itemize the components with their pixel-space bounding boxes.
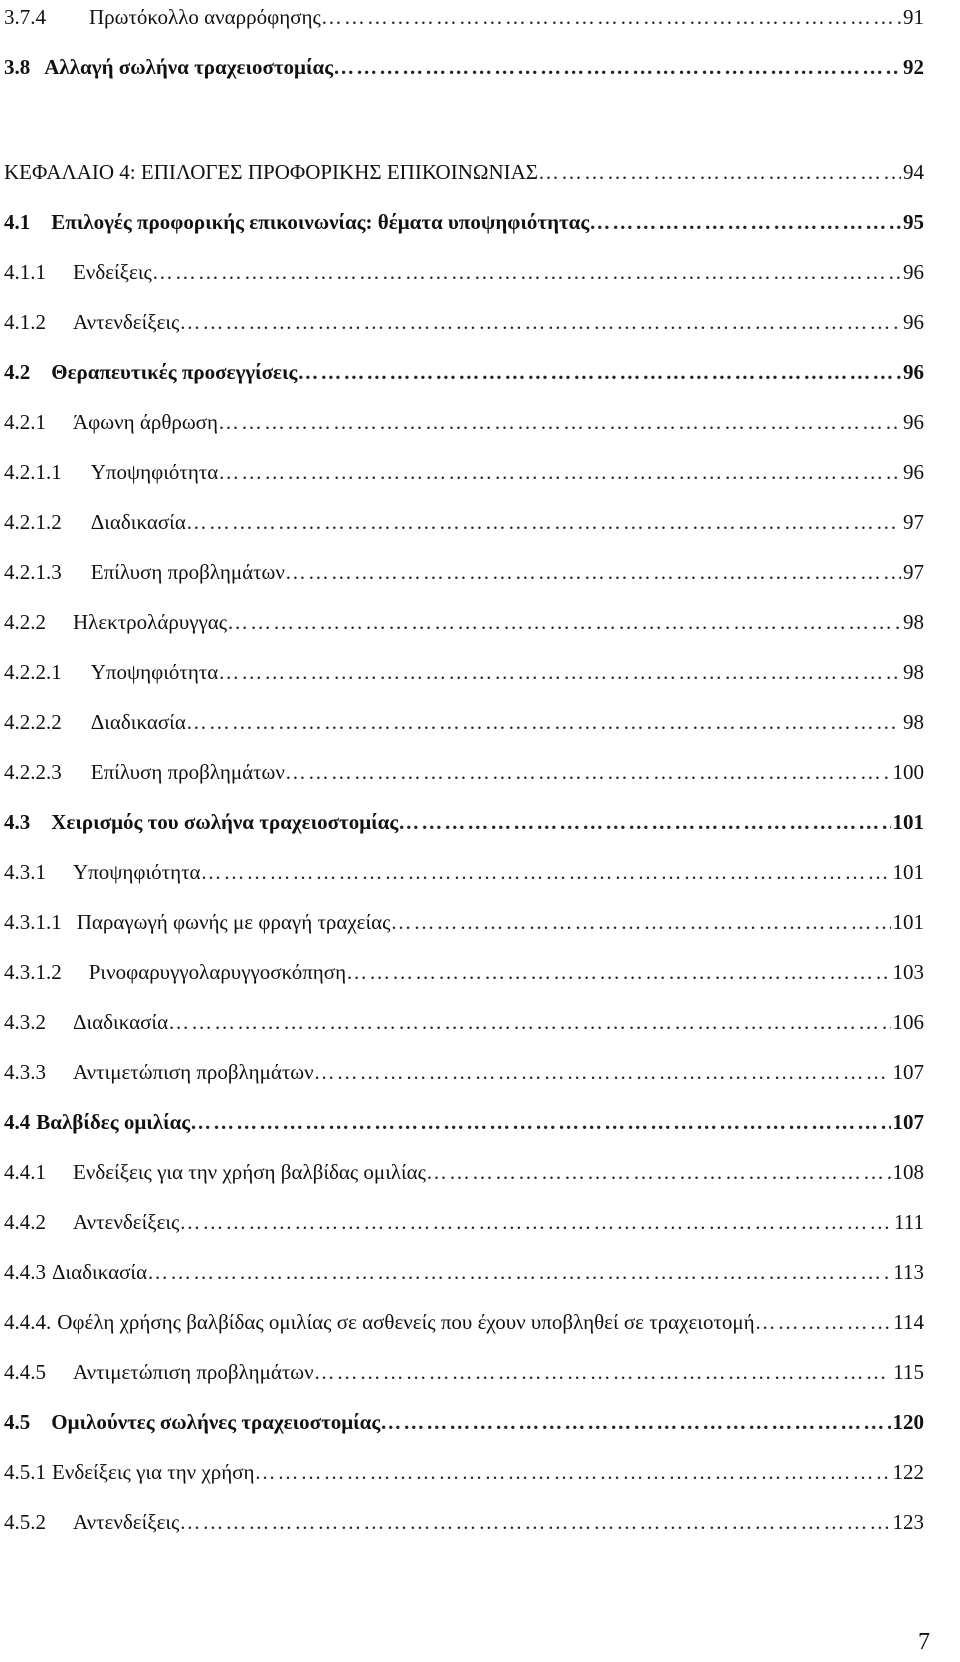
toc-entry-page: 108 xyxy=(892,1160,924,1184)
toc-entry-title: Διαδικασία xyxy=(73,1010,169,1034)
toc-entry-leader xyxy=(333,50,901,84)
toc-entry[interactable] xyxy=(4,1005,924,1039)
toc-entry-page: 98 xyxy=(903,660,924,684)
toc-entry-number: 4.5.1 xyxy=(4,1460,46,1484)
toc-entry-page: 120 xyxy=(892,1410,924,1434)
toc-entry[interactable] xyxy=(4,305,924,339)
toc-entry-title: Υποψηφιότητα xyxy=(90,660,219,684)
toc-entry-title: Ενδείξεις για την χρήση xyxy=(52,1460,255,1484)
toc-entry[interactable] xyxy=(4,1405,924,1439)
toc-entry-number: 4.3 xyxy=(4,810,31,834)
toc-entry-page: 113 xyxy=(893,1260,924,1284)
toc-entry-number: 4.4.1 xyxy=(4,1160,46,1184)
toc-entry[interactable] xyxy=(4,955,924,989)
toc-entry[interactable] xyxy=(4,1505,924,1539)
toc-entry-number: 3.7.4 xyxy=(4,5,46,29)
toc-entry-page: 107 xyxy=(892,1110,924,1134)
toc-entry-title: Αντενδείξεις xyxy=(73,310,180,334)
toc-entry-page: 101 xyxy=(892,860,924,884)
toc-entry-number: 4.4.4. xyxy=(4,1310,52,1334)
toc-entry-leader xyxy=(426,1155,891,1189)
toc-entry-number: 4.4 xyxy=(4,1110,31,1134)
toc-entry-title: Διαδικασία xyxy=(52,1260,148,1284)
toc-entry-title: Οφέλη χρήσης βαλβίδας ομιλίας σε ασθενείς που έχουν υποβληθεί σε τραχειοτομή xyxy=(57,1310,755,1334)
toc-entry-page: 97 xyxy=(903,560,924,584)
toc-entry[interactable] xyxy=(4,755,924,789)
toc-entry-number: 4.2.2.1 xyxy=(4,660,62,684)
toc-entry[interactable] xyxy=(4,855,924,889)
toc-entry[interactable] xyxy=(4,705,924,739)
toc-entry-number: 4.4.2 xyxy=(4,1210,46,1234)
toc-entry[interactable] xyxy=(4,255,924,289)
toc-entry-number: 4.2 xyxy=(4,360,31,384)
toc-entry[interactable] xyxy=(4,455,924,489)
toc-entry-page: 98 xyxy=(903,610,924,634)
toc-entry-page: 106 xyxy=(892,1010,924,1034)
toc-entry-page: 96 xyxy=(903,260,924,284)
toc-entry-number: 4.2.2.3 xyxy=(4,760,62,784)
toc-entry[interactable] xyxy=(4,1055,924,1089)
toc-entry-number: 4.2.2.2 xyxy=(4,710,62,734)
toc-entry-number: 4.3.1 xyxy=(4,860,46,884)
toc-entry-number: 4.3.1.1 xyxy=(4,910,62,934)
toc-entry[interactable] xyxy=(4,1205,924,1239)
toc-entry-title: Ενδείξεις xyxy=(73,260,152,284)
toc-entry-leader xyxy=(179,1205,892,1239)
toc-entry[interactable] xyxy=(4,805,924,839)
toc-entry-number: 4.4.3 xyxy=(4,1260,46,1284)
toc-entry-title: Ηλεκτρολάρυγγας xyxy=(73,610,228,634)
toc-entry-title: Ρινοφαρυγγολαρυγγοσκόπηση xyxy=(88,960,347,984)
toc-entry-number: 4.2.1.3 xyxy=(4,560,62,584)
toc-entry-title: Πρωτόκολλο αναρρόφησης xyxy=(89,5,321,29)
toc-entry-leader xyxy=(285,755,891,789)
toc-entry-title: Αντενδείξεις xyxy=(73,1510,180,1534)
toc-entry-leader xyxy=(186,505,901,539)
toc-entry-number: 4.3.2 xyxy=(4,1010,46,1034)
toc-entry-number: 4.1.1 xyxy=(4,260,46,284)
toc-entry-title: Διαδικασία xyxy=(90,710,186,734)
toc-entry[interactable] xyxy=(4,1455,924,1489)
toc-entry-title: Επίλυση προβλημάτων xyxy=(90,760,285,784)
toc-entry-leader xyxy=(218,455,901,489)
toc-entry-leader xyxy=(589,205,901,239)
toc-entry[interactable] xyxy=(4,605,924,639)
toc-entry-title: Αλλαγή σωλήνα τραχειοστομίας xyxy=(44,55,334,79)
toc-entry-page: 100 xyxy=(892,760,924,784)
toc-entry-leader xyxy=(398,805,890,839)
toc-entry-number: 4.1 xyxy=(4,210,31,234)
toc-entry-leader xyxy=(186,705,901,739)
toc-entry-leader xyxy=(179,1505,890,1539)
toc-entry-page: 96 xyxy=(903,410,924,434)
toc-entry[interactable] xyxy=(4,1255,924,1289)
toc-entry-leader xyxy=(380,1405,890,1439)
toc-entry-page: 94 xyxy=(903,160,924,184)
toc-entry-leader xyxy=(147,1255,891,1289)
toc-entry-leader xyxy=(218,655,901,689)
toc-entry-title: Ομιλούντες σωλήνες τραχειοστομίας xyxy=(51,1410,381,1434)
toc-entry-page: 97 xyxy=(903,510,924,534)
toc-entry-page: 96 xyxy=(903,360,924,384)
toc-entry-leader xyxy=(227,605,901,639)
toc-entry-number: 4.5 xyxy=(4,1410,31,1434)
toc-entry-page: 95 xyxy=(903,210,924,234)
toc-entry[interactable] xyxy=(4,505,924,539)
toc-entry-number: 4.4.5 xyxy=(4,1360,46,1384)
toc-entry-leader xyxy=(390,905,890,939)
toc-entry-title: Ενδείξεις για την χρήση βαλβίδας ομιλίας xyxy=(73,1160,426,1184)
toc-entry-number: 4.2.1 xyxy=(4,410,46,434)
toc-entry[interactable] xyxy=(4,405,924,439)
toc-entry-leader xyxy=(346,955,890,989)
toc-entry[interactable] xyxy=(4,0,924,34)
toc-entry-leader xyxy=(201,855,891,889)
toc-entry-leader xyxy=(218,405,901,439)
toc-entry-page: 103 xyxy=(892,960,924,984)
toc-entry-title: Άφωνη άρθρωση xyxy=(73,410,218,434)
toc-entry-page: 101 xyxy=(892,810,924,834)
toc-entry-leader xyxy=(190,1105,890,1139)
toc-entry[interactable] xyxy=(4,655,924,689)
toc-entry[interactable] xyxy=(4,205,924,239)
toc-entry-title: Αντενδείξεις xyxy=(73,1210,180,1234)
toc-entry-number: 4.2.2 xyxy=(4,610,46,634)
toc-entry[interactable] xyxy=(4,555,924,589)
toc-entry-leader xyxy=(152,255,901,289)
toc-entry-page: 101 xyxy=(892,910,924,934)
toc-entry-page: 115 xyxy=(893,1360,924,1384)
toc-entry-leader xyxy=(321,0,901,34)
toc-entry-page: 96 xyxy=(903,460,924,484)
toc-entry[interactable] xyxy=(4,355,924,389)
toc-entry-page: 91 xyxy=(903,5,924,29)
toc-entry-leader xyxy=(297,355,901,389)
toc-entry-number: 4.1.2 xyxy=(4,310,46,334)
toc-entry-title: Βαλβίδες ομιλίας xyxy=(36,1110,191,1134)
toc-entry-title: ΚΕΦΑΛΑΙΟ 4: ΕΠΙΛΟΓΕΣ ΠΡΟΦΟΡΙΚΗΣ ΕΠΙΚΟΙΝΩΝΙΑΣ xyxy=(4,160,539,184)
toc-entry-leader xyxy=(755,1305,892,1339)
toc-entry-leader xyxy=(314,1355,892,1389)
toc-entry-leader xyxy=(179,305,901,339)
toc-entry-leader xyxy=(314,1055,891,1089)
toc-entry[interactable] xyxy=(4,50,924,84)
toc-entry-leader xyxy=(285,555,901,589)
toc-entry-number: 3.8 xyxy=(4,55,31,79)
toc-entry[interactable] xyxy=(4,905,924,939)
toc-entry[interactable] xyxy=(4,1355,924,1389)
toc-entry-page: 111 xyxy=(894,1210,924,1234)
toc-entry-title: Επίλυση προβλημάτων xyxy=(90,560,285,584)
toc-entry-page: 96 xyxy=(903,310,924,334)
toc-entry-page: 107 xyxy=(892,1060,924,1084)
toc-entry-page: 92 xyxy=(903,55,924,79)
toc-entry-leader xyxy=(255,1455,891,1489)
toc-entry-title: Χειρισμός του σωλήνα τραχειοστομίας xyxy=(51,810,399,834)
page-number: 7 xyxy=(918,1629,930,1655)
toc-entry-title: Υποψηφιότητα xyxy=(90,460,219,484)
toc-entry-number: 4.2.1.1 xyxy=(4,460,62,484)
toc-entry-leader xyxy=(168,1005,890,1039)
toc-entry-title: Αντιμετώπιση προβλημάτων xyxy=(73,1060,314,1084)
toc-entry-number: 4.3.3 xyxy=(4,1060,46,1084)
toc-entry-title: Παραγωγή φωνής με φραγή τραχείας xyxy=(76,910,391,934)
toc-entry[interactable] xyxy=(4,1105,924,1139)
toc-entry[interactable] xyxy=(4,1305,924,1339)
toc-entry-title: Αντιμετώπιση προβλημάτων xyxy=(73,1360,314,1384)
toc-entry[interactable] xyxy=(4,1155,924,1189)
toc-entry[interactable] xyxy=(4,155,924,189)
toc-entry-number: 4.2.1.2 xyxy=(4,510,62,534)
toc-entry-leader xyxy=(538,155,901,189)
toc-entry-page: 123 xyxy=(892,1510,924,1534)
toc-entry-number: 4.5.2 xyxy=(4,1510,46,1534)
toc-entry-page: 122 xyxy=(892,1460,924,1484)
toc-entry-title: Θεραπευτικές προσεγγίσεις xyxy=(51,360,298,384)
toc-entry-title: Επιλογές προφορικής επικοινωνίας: θέματα υποψηφιότητας xyxy=(51,210,590,234)
toc-entry-number: 4.3.1.2 xyxy=(4,960,62,984)
toc-entry-page: 98 xyxy=(903,710,924,734)
toc-entry-page: 114 xyxy=(893,1310,924,1334)
toc-entry-title: Διαδικασία xyxy=(90,510,186,534)
toc-entry-title: Υποψηφιότητα xyxy=(73,860,201,884)
